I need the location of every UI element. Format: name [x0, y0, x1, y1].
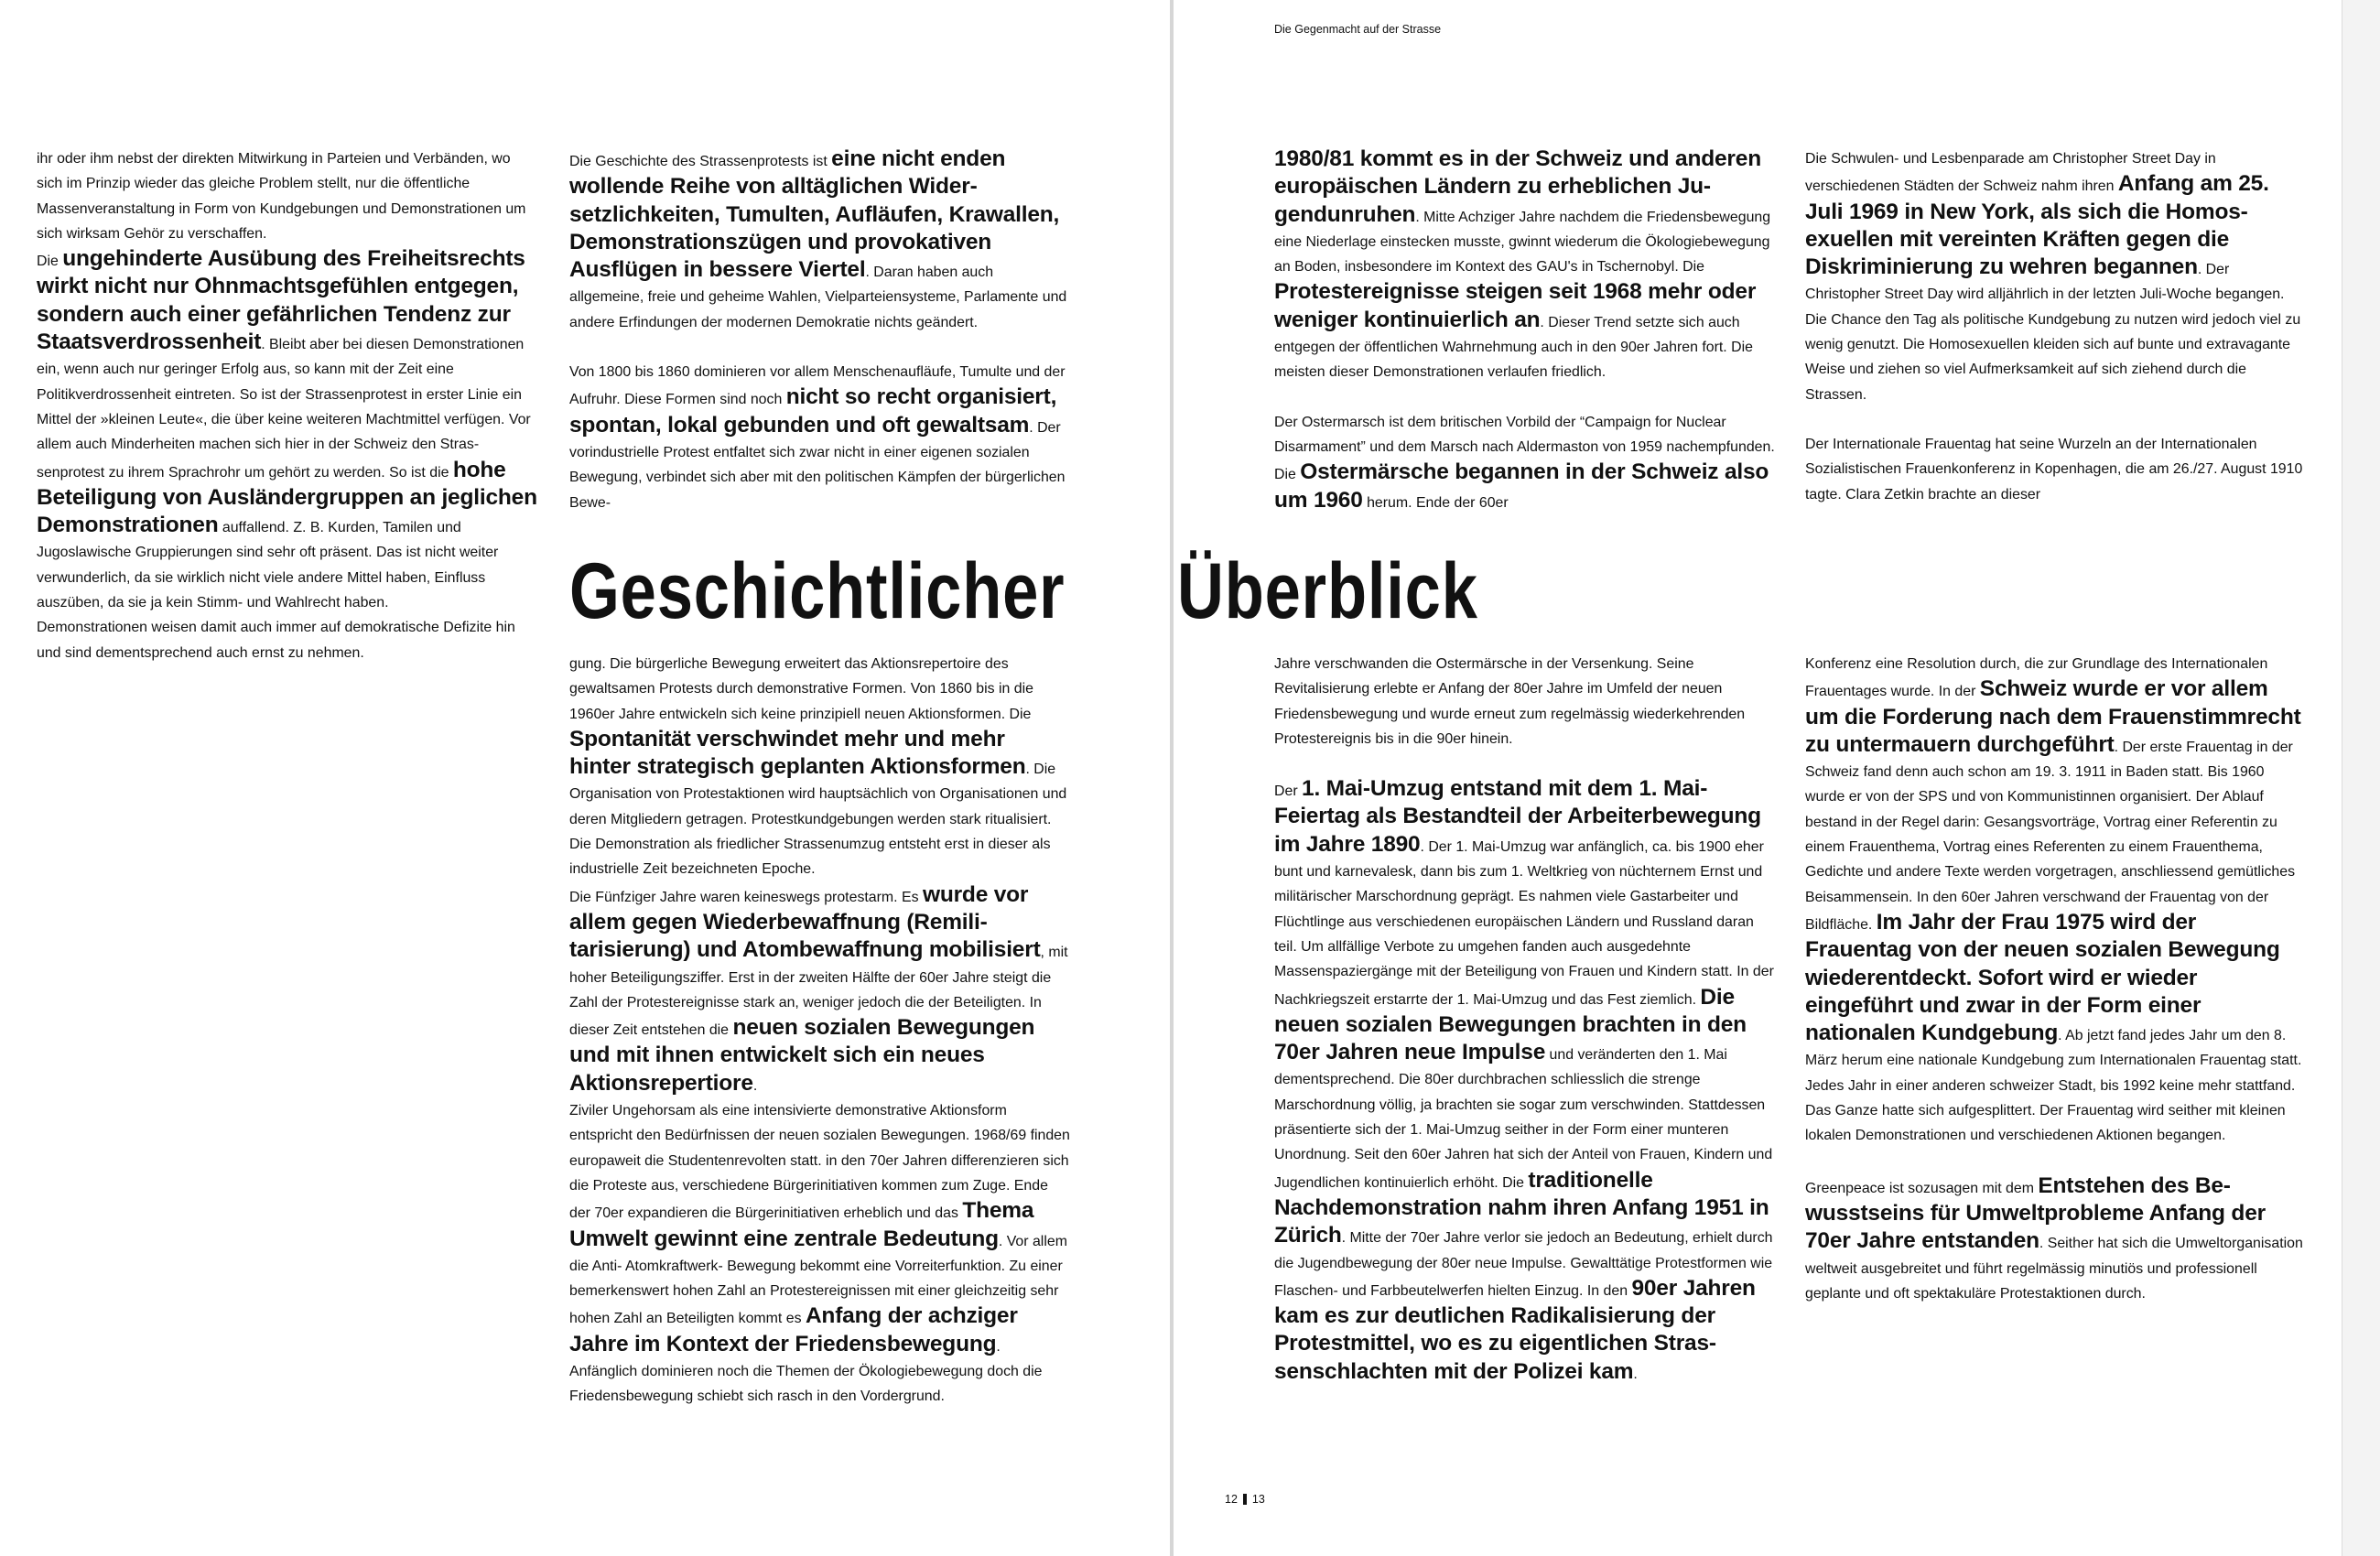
highlight: eine nicht enden wollende Reihe von alltäglichen Widersetzlichkeiten, Tumulten, Aufläufen, Krawallen, Demonstrationszügen und provokativen Ausflügen in bessere Viertel: [569, 146, 1060, 283]
folio-separator: [1243, 1494, 1247, 1505]
paragraph: ihr oder ihm nebst der direkten Mitwirkung in Parteien und Verbänden, wo sich im Prinzip wieder das gleiche Problem stellt, nur die öffentliche Massenveranstaltung in Form von Kundgebungen und Demonstrationen um sich wirksam Gehör zu verschaffen.: [37, 151, 526, 242]
highlight: 1. Mai-Umzug entstand mit dem 1. Mai-Feiertag als Bestandteil der Arbeiterbewegung im Jahre 1890: [1274, 776, 1761, 857]
highlight: ungehinderte Ausübung des Freiheitsrechts wirkt nicht nur Ohnmachtsgefühlen entgegen, sondern auch einer gefährlichen Tendenz zur Staatsverdrossenheit: [37, 246, 525, 355]
page-edge: [2342, 0, 2380, 1556]
headline-part-1: Geschichtlicher: [569, 547, 1066, 635]
highlight: Protestereignisse steigen seit 1968 mehr oder weniger kontinuierlich an: [1274, 279, 1757, 332]
highlight: wurde vor allem gegen Wiederbewaffnung (Remilitarisierung) und Atombewaffnung mobilisiert: [569, 881, 1041, 963]
paragraph: Der Internationale Frauentag hat seine Wurzeln an der Internationalen Sozialistischen Frauenkonferenz in Kopenhagen, die am 26./27. August 1910 tagte. Clara Zetkin brachte an dieser: [1805, 436, 2303, 502]
paragraph: Die Schwulen- und Lesbenparade am Christopher Street Day in verschiedenen Städten der Schweiz nahm ihren Anfang am 25. Juli 1969 in New York, als sich die Homosexuellen mit vereinten Kräften gegen die Diskriminierung zu wehren begannen. Der Christopher Street Day wird alljährlich in der letzten Juli-Woche begangen. Die Chance den Tag als politische Kundgebung zu nutzen wird jedoch viel zu wenig genutzt. Die Homosexuellen kleiden sich auf bunte und extravagante Weise und ziehen so viel Aufmerksamkeit auf sich ziehend durch die Strassen.: [1805, 151, 2301, 403]
highlight: hohe Beteiligung von Ausländergruppen an jeglichen Demonstrationen: [37, 457, 537, 538]
paragraph: 1980/81 kommt es in der Schweiz und anderen europäischen Ländern zu erheblichen Jugendunruhen. Mitte Achziger Jahre nachdem die Friedensbewegung eine Niederlage einstecken musste, gwinnt wiederum die Ökologiebewegung an Boden, insbesondere im Kontext des GAU's in Tschernobyl. Die Protestereignisse steigen seit 1968 mehr oder weniger kontinuierlich an. Dieser Trend setzte sich auch entgegen der öffentlichen Wahrnehmung auch in den 90er Jahren fort. Die meisten dieser Demonstrationen verlaufen friedlich.: [1274, 146, 1771, 381]
highlight: neuen sozialen Bewegungen und mit ihnen entwickelt sich ein neues Aktionsrepertiore: [569, 1015, 1035, 1096]
headline-part-2: Überblick: [1177, 547, 1478, 635]
column-1: [37, 146, 538, 665]
column-2-bottom: [569, 652, 1071, 1410]
highlight: Spontanität verschwindet mehr und mehr hinter strategisch geplanten Aktionsformen: [569, 726, 1026, 780]
highlight: Schweiz wurde er vor allem um die Forderung nach dem Frauenstimmrecht zu untermauern durchgeführt: [1805, 676, 2301, 757]
paragraph: gung. Die bürgerliche Bewegung erweitert das Aktionsrepertoire des gewaltsamen Protests durch demonstrative Formen. Von 1860 bis in die 1960er Jahre entwickeln sich keine prinzipiell neuen Aktionsformen. Die Spontanität verschwindet mehr und mehr hinter strategisch geplanten Aktionsformen. Die Organisation von Protestaktionen wird hauptsächlich von Organisationen und deren Mitgliedern getragen. Protestkundgebungen werden stark ritualisiert. Die Demonstration als friedlicher Strassenumzug entsteht erst in dieser als industrielle Zeit bezeichneten Epoche.: [569, 656, 1067, 878]
page-number-left: 12: [1225, 1493, 1238, 1506]
highlight: Im Jahr der Frau 1975 wird der Frauentag von der neuen sozialen Bewegung wiederentdeckt. Sofort wird er wieder eingeführt und zwar in der Form einer nationalen Kundgebung: [1805, 909, 2280, 1046]
paragraph: Konferenz eine Resolution durch, die zur Grundlage des Internationalen Frauentages wurde. In der Schweiz wurde er vor allem um die Forderung nach dem Frauenstimmrecht zu untermauern durchgeführt. Der erste Frauentag in der Schweiz fand denn auch schon am 19. 3. 1911 in Baden statt. Bis 1960 wurde er von der SPS und von Kommunistinnen organisiert. Der Ablauf bestand in der Regel darin: Gesangsvorträge, Vortrag einer Referentin zu einem Frauenthema, Vortrag eines Referenten zu einem Frauenthema, Gedichte und andere Texte werden vorgetragen, anschliessend gemütliches Beisammensein. In den 60er Jahren verschwand der Frauentag von der Bildfläche. Im Jahr der Frau 1975 wird der Frauentag von der neuen sozialen Bewegung wiederentdeckt. Sofort wird er wieder eingeführt und zwar in der Form einer nationalen Kundgebung. Ab jetzt fand jedes Jahr um den 8. März herum eine nationale Kundgebung zum Internationalen Frauentag statt. Jedes Jahr in einer anderen schweizer Stadt, bis 1992 keine mehr stattfand. Das Ganze hatte sich aufgesplittert. Der Frauentag wird seither mit kleinen lokalen Demonstrationen und verschiedenen Aktionen begangen.: [1805, 656, 2302, 1144]
highlight: Anfang der achziger Jahre im Kontext der Friedensbewegung: [569, 1303, 1018, 1356]
column-4-bottom: [1805, 652, 2307, 1306]
paragraph: Demonstrationen weisen damit auch immer auf demokratische Defizite hin und sind dementsprechend auch ernst zu nehmen.: [37, 620, 515, 661]
paragraph: Greenpeace ist sozusagen mit dem Entstehen des Bewusstseins für Umweltprobleme Anfang der 70er Jahre entstanden. Seither hat sich die Umweltorganisation weltweit ausgebreitet und führt regelmässig minutiös und professionell geplante und oft spektakuläre Protestaktionen durch.: [1805, 1172, 2303, 1302]
paragraph: Von 1800 bis 1860 dominieren vor allem Menschenaufläufe, Tumulte und der Aufruhr. Diese Formen sind noch nicht so recht organisiert, spontan, lokal gebunden und oft gewaltsam. Der vorindustrielle Protest entfaltet sich zwar nicht in einer eigenen sozialen Bewegung, verbindet sich aber mit den politischen Kämpfen der bürgerlichen Bewe-: [569, 364, 1066, 511]
highlight: Anfang am 25. Juli 1969 in New York, als sich die Homosexuellen mit vereinten Kräften gegen die Diskriminierung zu wehren begannen: [1805, 171, 2269, 280]
page-number-right: 13: [1251, 1493, 1265, 1506]
paragraph: Die Fünfziger Jahre waren keineswegs protestarm. Es wurde vor allem gegen Wiederbewaffnung (Remilitarisierung) und Atombewaffnung mobilisiert, mit hoher Beteiligungsziffer. Erst in der zweiten Hälfte der 60er Jahre steigt die Zahl der Protestereignisse stark an, weniger jedoch die der Beteiligten. In dieser Zeit entstehen die neuen sozialen Bewegungen und mit ihnen entwickelt sich ein neues Aktionsrepertiore.: [569, 881, 1068, 1096]
paragraph: Die ungehinderte Ausübung des Freiheitsrechts wirkt nicht nur Ohnmachtsgefühlen entgegen, sondern auch einer gefährlichen Tendenz zur Staatsverdrossenheit. Bleibt aber bei diesen Demonstrationen ein, wenn auch nur geringer Erfolg aus, so kann mit der Zeit eine Politikverdrossenheit eintreten. So ist der Strassenprotest in erster Linie ein Mittel der »kleinen Leute«, die über keine weiteren Machtmittel verfügen. Vor allem auch Minderheiten machen sich hier in der Schweiz den Strassenprotest zu ihrem Sprachrohr um gehört zu werden. So ist die hohe Beteiligung von Ausländergruppen an jeglichen Demonstrationen auffallend. Z. B. Kurden, Tamilen und Jugoslawische Gruppierungen sind sehr oft präsent. Das ist nicht weiter verwunderlich, da sie wirklich nicht viele andere Mittel haben, Einfluss auszüben, da sie ja kein Stimm- und Wahlrecht haben.: [37, 246, 537, 611]
highlight: Entstehen des Bewusstseins für Umweltprobleme Anfang der 70er Jahre entstanden: [1805, 1172, 2266, 1254]
highlight: Die neuen sozialen Bewegungen brachten in den 70er Jahren neue Impulse: [1274, 984, 1747, 1065]
paragraph: Ziviler Ungehorsam als eine intensivierte demonstrative Aktionsform entspricht den Bedürfnissen der neuen sozialen Bewegungen. 1968/69 finden europaweit die Studentenrevolten statt. in den 70er Jahren differenzieren sich die Proteste aus, verschiedene Bürgerinitiativen kommen zum Zuge. Ende der 70er expandieren die Bürgerinitiativen erheblich und das Thema Umwelt gewinnt eine zentrale Bedeutung. Vor allem die Anti- Atomkraftwerk- Bewegung bekommt eine Vorreiterfunktion. Zu einer bemerkenswert hohen Zahl an Protestereignissen mit einer gleichzeitig sehr hohen Zahl an Beteiligten kommt es Anfang der achziger Jahre im Kontext der Friedensbewegung. Anfänglich dominieren noch die Themen der Ökologiebewegung doch die Friedensbewegung schiebt sich rasch in den Vordergrund.: [569, 1103, 1070, 1405]
column-3-top: [1274, 146, 1776, 515]
running-head: Die Gegenmacht auf der Strasse: [1274, 23, 1442, 36]
paragraph: Der Ostermarsch ist dem britischen Vorbild der “Campaign for Nuclear Disarmament” und dem Marsch nach Aldermaston von 1959 nachempfunden. Die Ostermärsche begannen in der Schweiz also um 1960 herum. Ende der 60er: [1274, 414, 1775, 513]
highlight: 90er Jahren kam es zur deutlichen Radikalisierung der Protestmittel, wo es zu eigentlichen Strassenschlachten mit der Polizei kam: [1274, 1275, 1756, 1384]
highlight: 1980/81 kommt es in der Schweiz und anderen europäischen Ländern zu erheblichen Jugendunruhen: [1274, 146, 1761, 227]
highlight: Ostermärsche begannen in der Schweiz also um 1960: [1274, 459, 1769, 513]
column-4-top: [1805, 146, 2307, 507]
paragraph: Die Geschichte des Strassenprotests ist eine nicht enden wollende Reihe von alltäglichen Widersetzlichkeiten, Tumulten, Aufläufen, Krawallen, Demonstrationszügen und provokativen Ausflügen in bessere Viertel. Daran haben auch allgemeine, freie und geheime Wahlen, Vielparteiensysteme, Parlamente und andere Erfindungen der modernen Demokratie nichts geändert.: [569, 146, 1067, 330]
paragraph: Der 1. Mai-Umzug entstand mit dem 1. Mai-Feiertag als Bestandteil der Arbeiterbewegung im Jahre 1890. Der 1. Mai-Umzug war anfänglich, ca. bis 1900 eher bunt und karnevalesk, dann bis zum 1. Weltkrieg von nüchternem Ernst und militärischer Marschordnung geprägt. Es nahmen viele Gastarbeiter und Flüchtlinge aus verschiedenen europäischen Ländern und Russland daran teil. Um allfällige Verbote zu umgehen fanden auch ausgedehnte Massenspaziergänge mit der Beteiligung von Frauen und Kindern statt. In der Nachkriegszeit erstarrte der 1. Mai-Umzug und das Fest ziemlich. Die neuen sozialen Bewegungen brachten in den 70er Jahren neue Impulse und veränderten den 1. Mai dementsprechend. Die 80er durchbrachen schliesslich die strenge Marschordnung völlig, ja brachten sie sogar zum verschwinden. Stattdessen präsentierte sich der 1. Mai-Umzug seither in der Form einer munteren Unordnung. Seit den 60er Jahren hat sich der Anteil von Frauen, Kindern und Jugendlichen kontinuierlich erhöht. Die traditionelle Nachdemonstration nahm ihren Anfang 1951 in Zürich. Mitte der 70er Jahre verlor sie jedoch an Bedeutung, erhielt durch die Jugendbewegung der 80er neue Impulse. Gewalttätige Protestformen wie Flaschen- und Farbbeutelwerfen hielten Einzug. In den 90er Jahren kam es zur deutlichen Radikalisierung der Protestmittel, wo es zu eigentlichen Strassenschlachten mit der Polizei kam.: [1274, 776, 1774, 1384]
page-numbers: [1225, 1492, 1265, 1507]
highlight: traditionelle Nachdemonstration nahm ihren Anfang 1951 in Zürich: [1274, 1167, 1769, 1248]
paragraph: Jahre verschwanden die Ostermärsche in der Versenkung. Seine Revitalisierung erlebte er Anfang der 80er Jahre im Umfeld der neuen Friedensbewegung und wurde erneut zum regelmässig wiederkehrenden Protestereignis bis in die 90er hinein.: [1274, 656, 1746, 747]
highlight: nicht so recht organisiert, spontan, lokal gebunden und oft gewaltsam: [569, 384, 1057, 438]
spine-gutter: [1170, 0, 1174, 1556]
column-2-top: [569, 146, 1071, 515]
highlight: Thema Umwelt gewinnt eine zentrale Bedeutung: [569, 1198, 1034, 1251]
column-3-bottom: [1274, 652, 1776, 1387]
